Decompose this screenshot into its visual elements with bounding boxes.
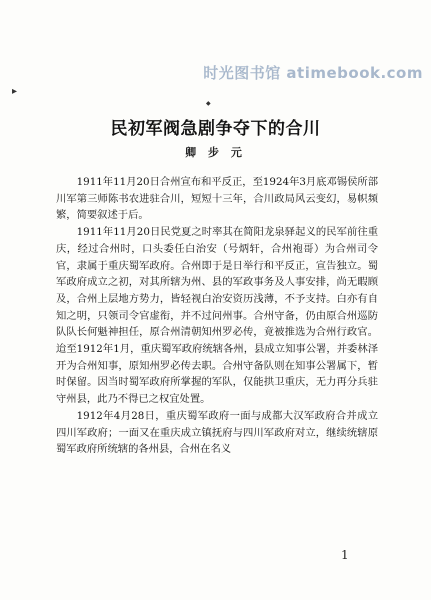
paragraph-3: 1912年4月28日，重庆蜀军政府一面与成都大汉军政府合并成立四川军政府；一面又在重庆成立镇抚府与四川军政府对立，继续统辖原蜀军政府所统辖的各州县，合州在名义 — [56, 409, 378, 456]
margin-mark: ▸ — [12, 86, 18, 97]
dot-mark: ◆ — [206, 100, 211, 107]
article-author: 卿 步 元 — [185, 146, 246, 159]
page-number: 1 — [341, 548, 349, 562]
paragraph-1: 1911年11月20日合州宣布和平反正，至1924年3月底邓锡侯所部川军第三师陈书农进驻合川，短短十三年，合川政局风云变幻，易帜频繁，简要叙述于后。 — [56, 176, 378, 222]
paragraph-2: 1911年11月20日民党夏之时率其在简阳龙泉驿起义的民军前往重庆，经过合州时，口头委任白治安（号炳轩，合州袍哥）为合州司令官，隶属于重庆蜀军政府。合州即于是日举行和平反正，宣告独立。蜀军政府成立之初，对其所辖为州、县的军政事务及人事安排，尚无暇顾及，合州上层地方势力，皆轻视白治安资历浅薄，不予支持。白亦有自知之明，只领司令官虚衔，并不过问州事。合州守备，仍由原合州巡防队队长何魁神担任，原合州清朝知州罗必传，竟被推选为合州行政官。迨至1912年1月，重庆蜀军政府统辖各州，县成立知事公署，并委林泽开为合州知事，原知州罗必传去职。合州守备队则在知事公署属下，暂时保留。因当时蜀军政府所掌握的军队，仅能拱卫重庆，无力再分兵驻守州县，此乃不得已之权宜处置。 — [56, 226, 378, 406]
article-body — [56, 174, 378, 458]
watermark: 时光图书馆 atimebook.com — [203, 64, 423, 82]
article-title: 民初军阀急剧争夺下的合川 — [110, 119, 321, 139]
